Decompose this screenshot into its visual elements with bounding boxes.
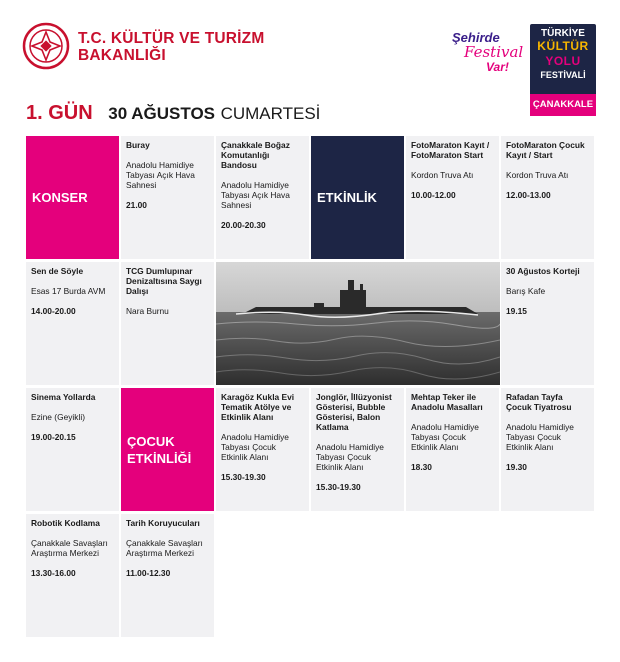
event-card — [121, 514, 214, 637]
event-venue: Anadolu Hamidiye Tabyası Açık Hava Sahnesi — [126, 160, 195, 190]
submarine-image — [216, 262, 500, 385]
event-time: 11.00-12.30 — [126, 568, 171, 578]
event-venue: Ezine (Geyikli) — [31, 412, 85, 422]
event-venue: Kordon Truva Atı — [506, 170, 569, 180]
event-venue: Anadolu Hamidiye Tabyası Çocuk Etkinlik Alanı — [316, 442, 384, 472]
day-title — [26, 102, 320, 125]
event-venue: Çanakkale Savaşları Araştırma Merkezi — [126, 538, 203, 558]
event-card — [26, 262, 119, 385]
event-time: 14.00-20.00 — [31, 306, 76, 316]
var-text: Var! — [486, 60, 509, 74]
event-title: TCG Dumlupınar Denizaltısına Saygı Dalışı — [126, 266, 202, 296]
ministry-name-line2: BAKANLIĞI — [78, 47, 166, 64]
event-venue: Kordon Truva Atı — [411, 170, 474, 180]
event-time: 15.30-19.30 — [221, 472, 266, 482]
event-card — [26, 388, 119, 511]
ministry-name-line1: T.C. KÜLTÜR VE TURİZM — [78, 30, 265, 47]
event-card — [216, 388, 309, 511]
event-time: 19.15 — [506, 306, 527, 316]
event-title: Çanakkale Boğaz Komutanlığı Bandosu — [221, 140, 290, 170]
event-card — [501, 262, 594, 385]
event-card — [406, 136, 499, 259]
kultur-yolu-festival-badge — [530, 24, 596, 116]
event-title: Karagöz Kukla Evi Tematik Atölye ve Etkinlik Alanı — [221, 392, 295, 422]
event-title: Robotik Kodlama — [31, 518, 100, 528]
badge-line2: KÜLTÜR — [537, 39, 589, 53]
event-title: Sen de Söyle — [31, 266, 84, 276]
category-children: ÇOCUK ETKİNLİĞİ — [121, 388, 214, 511]
badge-city: ÇANAKKALE — [530, 94, 596, 116]
event-time: 15.30-19.30 — [316, 482, 361, 492]
event-time: 12.00-13.00 — [506, 190, 551, 200]
event-venue: Nara Burnu — [126, 306, 169, 316]
event-card — [121, 262, 214, 385]
submarine-photo — [216, 262, 500, 385]
event-title: Rafadan Tayfa Çocuk Tiyatrosu — [506, 392, 572, 412]
event-title: Tarih Koruyucuları — [126, 518, 200, 528]
event-venue: Anadolu Hamidiye Tabyası Çocuk Etkinlik Alanı — [506, 422, 574, 452]
festival-script-text: Festival — [464, 43, 524, 61]
event-time: 21.00 — [126, 200, 147, 210]
event-title: Sinema Yollarda — [31, 392, 96, 402]
event-title: Mehtap Teker ile Anadolu Masalları — [411, 392, 483, 412]
badge-line4: FESTİVALİ — [540, 70, 586, 80]
day-weekday: CUMARTESİ — [220, 104, 321, 123]
event-time: 18.30 — [411, 462, 432, 472]
event-time: 19.00-20.15 — [31, 432, 76, 442]
event-title: FotoMaraton Çocuk Kayıt / Start — [506, 140, 585, 160]
event-time: 19.30 — [506, 462, 527, 472]
event-time: 20.00-20.30 — [221, 220, 266, 230]
badge-line3: YOLU — [545, 54, 581, 68]
event-time: 13.30-16.00 — [31, 568, 76, 578]
event-card — [311, 388, 404, 511]
event-venue: Anadolu Hamidiye Tabyası Çocuk Etkinlik Alanı — [221, 432, 289, 462]
event-card — [501, 136, 594, 259]
category-concert: KONSER — [26, 136, 119, 259]
event-card — [121, 136, 214, 259]
event-title: Jonglör, İllüzyonist Gösterisi, Bubble Gösterisi, Balon Katlama — [316, 392, 392, 432]
event-venue: Barış Kafe — [506, 286, 546, 296]
event-time: 10.00-12.00 — [411, 190, 456, 200]
sehirde-festival-var-logo — [452, 30, 522, 76]
event-title: FotoMaraton Kayıt / FotoMaraton Start — [411, 140, 490, 160]
sehirde-text: Şehirde — [452, 30, 500, 45]
day-label: 1. GÜN — [26, 102, 93, 124]
ministry-emblem-icon — [22, 22, 70, 70]
event-card — [501, 388, 594, 511]
event-venue: Anadolu Hamidiye Tabyası Çocuk Etkinlik Alanı — [411, 422, 479, 452]
day-date: 30 AĞUSTOS — [108, 104, 216, 123]
category-activity: ETKİNLİK — [311, 136, 404, 259]
event-venue: Çanakkale Savaşları Araştırma Merkezi — [31, 538, 108, 558]
event-card — [406, 388, 499, 511]
event-venue: Anadolu Hamidiye Tabyası Açık Hava Sahnesi — [221, 180, 290, 210]
header — [0, 0, 620, 110]
event-card — [26, 514, 119, 637]
event-title: 30 Ağustos Korteji — [506, 266, 580, 276]
event-title: Buray — [126, 140, 150, 150]
ministry-name — [78, 30, 264, 64]
event-card — [216, 136, 309, 259]
badge-line1: TÜRKİYE — [541, 28, 585, 39]
event-venue: Esas 17 Burda AVM — [31, 286, 106, 296]
